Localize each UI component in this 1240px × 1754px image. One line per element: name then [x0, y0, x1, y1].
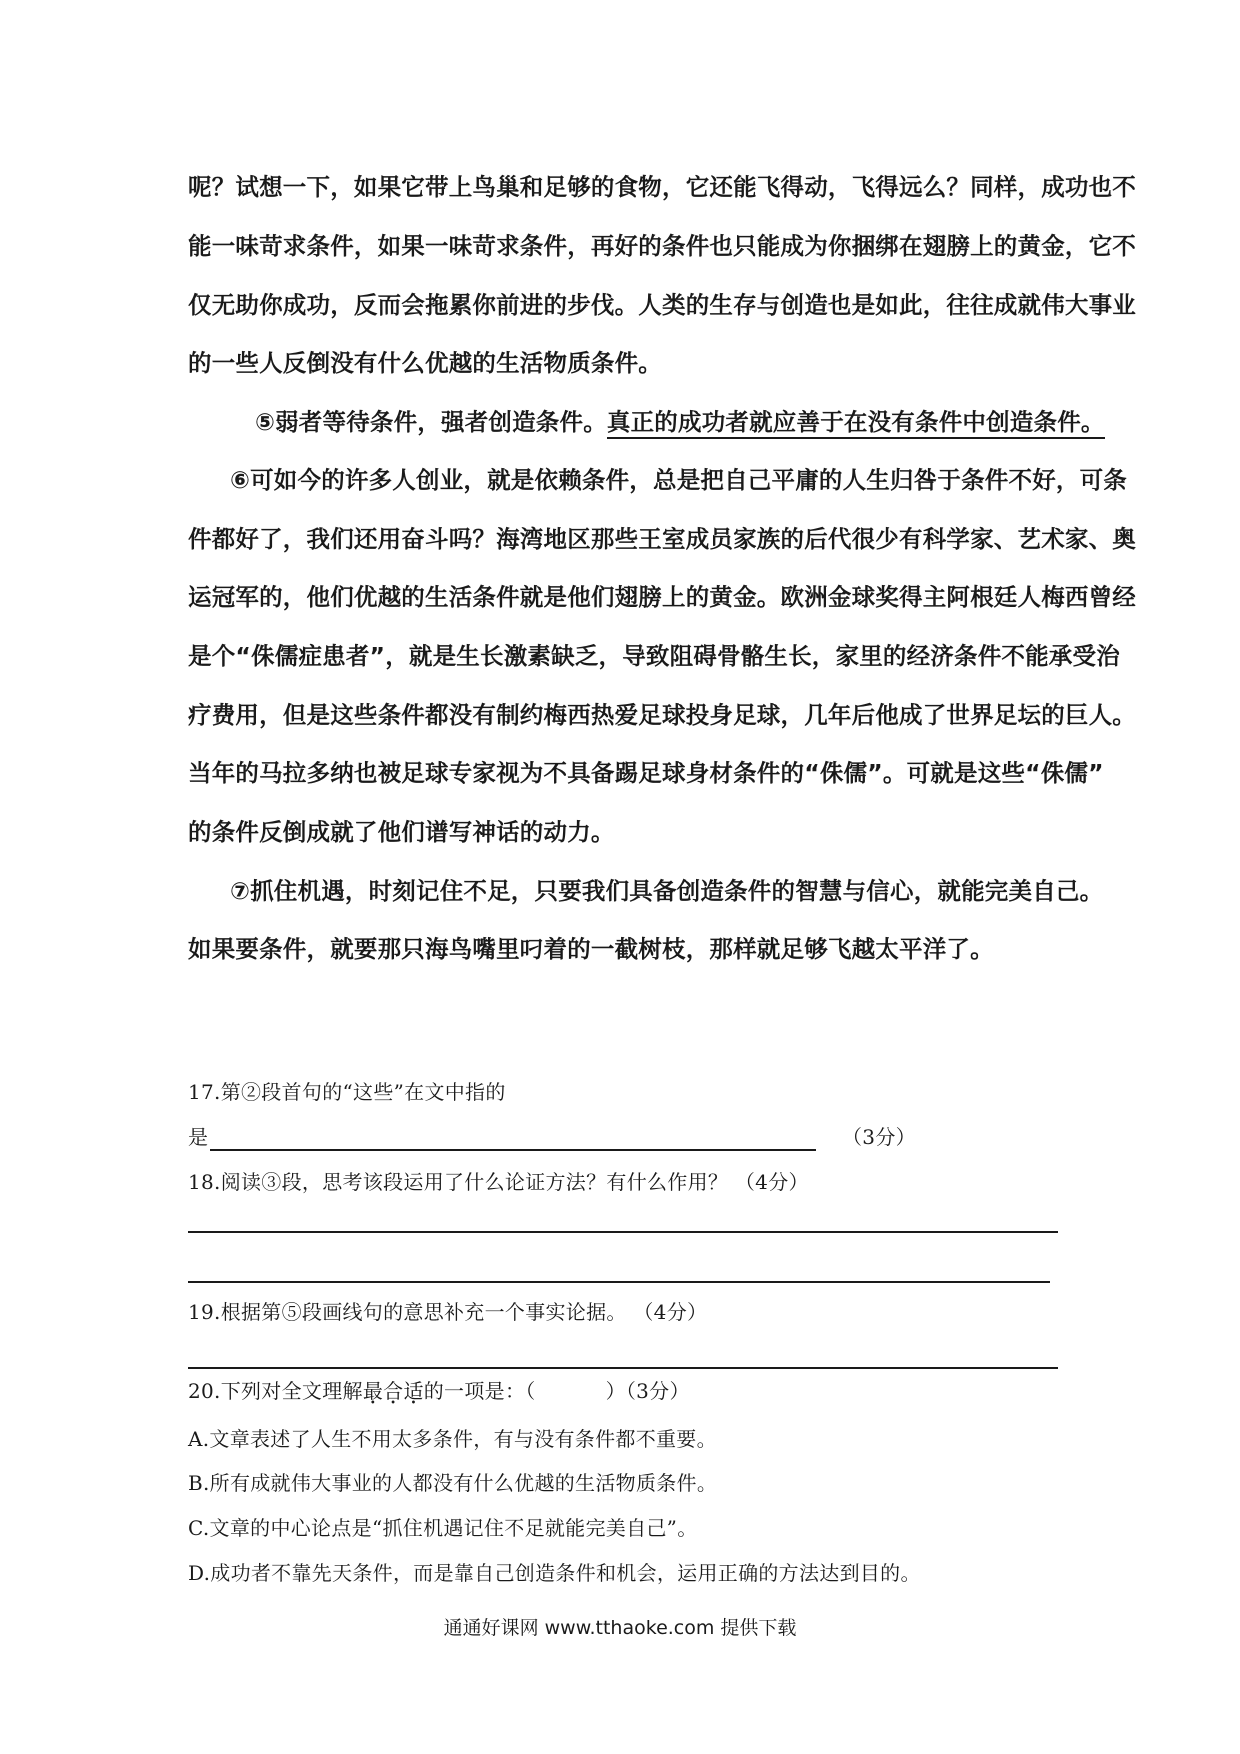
passage-line-4: 的一些人反倒没有什么优越的生活物质条件。 [188, 349, 662, 377]
paragraph-5-start: ⑤弱者等待条件，强者创造条件。 [255, 408, 607, 436]
question-18-answer-line-2[interactable] [188, 1281, 1050, 1283]
question-20 [188, 1376, 690, 1406]
passage-line-1: 呢？试想一下，如果它带上鸟巢和足够的食物，它还能飞得动，飞得远么？同样，成功也不 [188, 173, 1136, 201]
question-17-score: （3分） [842, 1125, 916, 1149]
paragraph-6-line-7: 的条件反倒成就了他们谱写神话的动力。 [188, 818, 615, 846]
emphasis-char-1: 最 [362, 1379, 384, 1403]
question-20-close: ）（3分） [605, 1379, 690, 1403]
paragraph-6-line-4: 是个“侏儒症患者”，就是生长激素缺乏，导致阻碍骨骼生长，家里的经济条件不能承受治 [188, 642, 1120, 670]
option-a: A.文章表述了人生不用太多条件，有与没有条件都不重要。 [188, 1427, 717, 1451]
question-17-prefix: 是 [188, 1125, 209, 1149]
paragraph-6-line-3: 运冠军的，他们优越的生活条件就是他们翅膀上的黄金。欧洲金球奖得主阿根廷人梅西曾经 [188, 583, 1136, 611]
passage-line-2: 能一味苛求条件，如果一味苛求条件，再好的条件也只能成为你捆绑在翅膀上的黄金，它不 [188, 232, 1136, 260]
emphasis-char-3: 适 [403, 1379, 424, 1403]
paragraph-7-line-1: ⑦抓住机遇，时刻记住不足，只要我们具备创造条件的智慧与信心，就能完美自己。 [230, 877, 1104, 905]
question-17-line-1: 17.第②段首句的“这些”在文中指的 [188, 1080, 506, 1104]
paragraph-5-underlined-sentence: 真正的成功者就应善于在没有条件中创造条件。 [607, 408, 1105, 439]
paragraph-6-line-1: ⑥可如今的许多人创业，就是依赖条件，总是把自己平庸的人生归咎于条件不好，可条 [230, 466, 1127, 494]
passage-line-3: 仅无助你成功，反而会拖累你前进的步伐。人类的生存与创造也是如此，往往成就伟大事业 [188, 291, 1136, 319]
question-19: 19.根据第⑤段画线句的意思补充一个事实论据。 （4分） [188, 1300, 708, 1324]
question-20-prefix: 20.下列对全文理解 [188, 1379, 363, 1403]
paragraph-5 [255, 405, 1135, 439]
footer-watermark: 通通好课网 www.tthaoke.com 提供下载 [443, 1617, 797, 1639]
option-b: B.所有成就伟大事业的人都没有什么优越的生活物质条件。 [188, 1471, 718, 1495]
question-18: 18.阅读③段，思考该段运用了什么论证方法？有什么作用？ （4分） [188, 1170, 809, 1194]
option-c: C.文章的中心论点是“抓住机遇记住不足就能完美自己”。 [188, 1516, 698, 1540]
question-18-answer-line-1[interactable] [188, 1231, 1058, 1233]
question-19-answer-line[interactable] [188, 1367, 1058, 1369]
question-20-suffix: 的一项是：（ [423, 1379, 536, 1403]
question-17-line-2 [188, 1122, 208, 1152]
paragraph-7-line-2: 如果要条件，就要那只海鸟嘴里叼着的一截树枝，那样就足够飞越太平洋了。 [188, 935, 994, 963]
paragraph-6-line-5: 疗费用，但是这些条件都没有制约梅西热爱足球投身足球，几年后他成了世界足坛的巨人。 [188, 701, 1136, 729]
option-d: D.成功者不靠先天条件，而是靠自己创造条件和机会，运用正确的方法达到目的。 [188, 1561, 921, 1585]
paragraph-6-line-6: 当年的马拉多纳也被足球专家视为不具备踢足球身材条件的“侏儒”。可就是这些“侏儒” [188, 759, 1104, 787]
question-17-answer-blank[interactable] [210, 1149, 816, 1151]
emphasis-char-2: 合 [383, 1379, 404, 1403]
paragraph-6-line-2: 件都好了，我们还用奋斗吗？海湾地区那些王室成员家族的后代很少有科学家、艺术家、奥 [188, 525, 1136, 553]
